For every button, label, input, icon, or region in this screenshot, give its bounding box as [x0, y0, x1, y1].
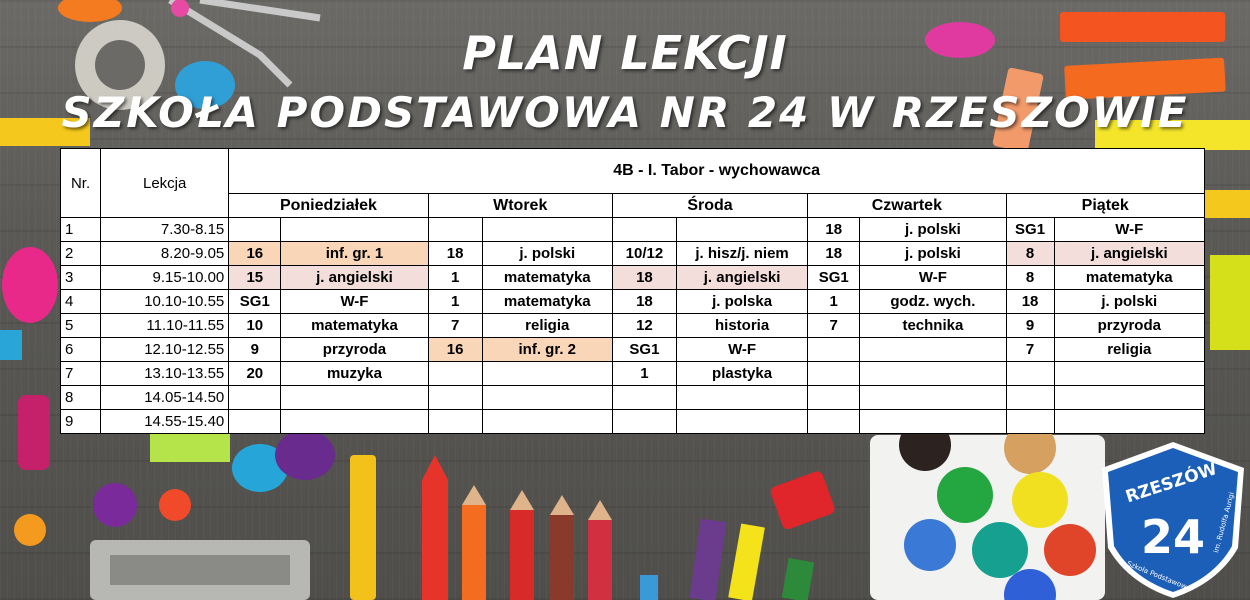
room-cell: 10 [229, 314, 281, 338]
subject-cell: religia [1054, 338, 1204, 362]
day-header-thursday: Czwartek [808, 194, 1006, 218]
table-row [61, 218, 1205, 242]
room-cell: 1 [428, 290, 482, 314]
table-row [61, 362, 1205, 386]
room-cell: 18 [1006, 290, 1054, 314]
lesson-time: 7.30-8.15 [101, 218, 229, 242]
lesson-time: 10.10-10.55 [101, 290, 229, 314]
room-cell: 10/12 [612, 242, 676, 266]
subject-cell [1054, 386, 1204, 410]
subject-cell [482, 218, 612, 242]
lesson-time: 14.05-14.50 [101, 386, 229, 410]
room-cell: 7 [808, 314, 860, 338]
row-number: 3 [61, 266, 101, 290]
room-cell: 18 [808, 218, 860, 242]
room-cell: 9 [1006, 314, 1054, 338]
subject-cell: j. angielski [1054, 242, 1204, 266]
subject-cell [482, 362, 612, 386]
room-cell [1006, 362, 1054, 386]
subject-cell: historia [676, 314, 807, 338]
logo-caption-right: im. Rudolfa Aurigi [1212, 491, 1236, 554]
room-cell: 1 [612, 362, 676, 386]
row-number: 1 [61, 218, 101, 242]
table-row [61, 386, 1205, 410]
day-header-wednesday: Środa [612, 194, 807, 218]
subject-cell [482, 386, 612, 410]
class-header: 4B - I. Tabor - wychowawca [229, 149, 1205, 194]
subject-cell: matematyka [482, 266, 612, 290]
room-cell: SG1 [229, 290, 281, 314]
page-subtitle: SZKOŁA PODSTAWOWA NR 24 W RZESZOWIE [61, 88, 1189, 137]
timetable [60, 148, 1205, 434]
day-header-friday: Piątek [1006, 194, 1205, 218]
subject-cell: plastyka [676, 362, 807, 386]
lesson-time: 13.10-13.55 [101, 362, 229, 386]
table-row [61, 314, 1205, 338]
table-row [61, 290, 1205, 314]
subject-cell: j. hisz/j. niem [676, 242, 807, 266]
subject-cell: j. polski [860, 242, 1006, 266]
subject-cell [860, 386, 1006, 410]
room-cell: 20 [229, 362, 281, 386]
room-cell: 18 [808, 242, 860, 266]
header-lekcja: Lekcja [101, 149, 229, 218]
room-cell: 7 [428, 314, 482, 338]
subject-cell: j. angielski [281, 266, 428, 290]
subject-cell: technika [860, 314, 1006, 338]
room-cell [808, 362, 860, 386]
table-row [61, 242, 1205, 266]
room-cell [808, 386, 860, 410]
subject-cell: W-F [1054, 218, 1204, 242]
row-number: 6 [61, 338, 101, 362]
row-number: 2 [61, 242, 101, 266]
row-number: 9 [61, 410, 101, 434]
timetable-body [61, 218, 1205, 434]
subject-cell: przyroda [281, 338, 428, 362]
room-cell [1006, 410, 1054, 434]
subject-cell: j. polski [482, 242, 612, 266]
subject-cell: W-F [676, 338, 807, 362]
lesson-time: 8.20-9.05 [101, 242, 229, 266]
header-nr: Nr. [61, 149, 101, 218]
room-cell: SG1 [612, 338, 676, 362]
room-cell [612, 218, 676, 242]
room-cell [428, 362, 482, 386]
room-cell [428, 218, 482, 242]
subject-cell [482, 410, 612, 434]
lesson-time: 14.55-15.40 [101, 410, 229, 434]
subject-cell [281, 386, 428, 410]
logo-number: 24 [1140, 510, 1206, 564]
subject-cell [281, 218, 428, 242]
room-cell: 1 [808, 290, 860, 314]
subject-cell: godz. wych. [860, 290, 1006, 314]
row-number: 5 [61, 314, 101, 338]
day-header-monday: Poniedziałek [229, 194, 428, 218]
subject-cell [860, 410, 1006, 434]
room-cell [229, 410, 281, 434]
room-cell: 15 [229, 266, 281, 290]
subject-cell [676, 410, 807, 434]
room-cell [808, 338, 860, 362]
room-cell: 18 [612, 290, 676, 314]
subject-cell: j. polski [860, 218, 1006, 242]
subject-cell: j. angielski [676, 266, 807, 290]
room-cell [1006, 386, 1054, 410]
page-title: PLAN LEKCJI [462, 26, 788, 80]
room-cell [428, 386, 482, 410]
table-row [61, 266, 1205, 290]
table-row [61, 338, 1205, 362]
logo-city: RZESZÓW [1123, 459, 1220, 508]
subject-cell: W-F [281, 290, 428, 314]
subject-cell [860, 362, 1006, 386]
room-cell [229, 218, 281, 242]
subject-cell [1054, 410, 1204, 434]
row-number: 8 [61, 386, 101, 410]
subject-cell: religia [482, 314, 612, 338]
subject-cell: matematyka [281, 314, 428, 338]
lesson-time: 11.10-11.55 [101, 314, 229, 338]
subject-cell: matematyka [1054, 266, 1204, 290]
room-cell: 1 [428, 266, 482, 290]
subject-cell [676, 386, 807, 410]
subject-cell: j. polska [676, 290, 807, 314]
room-cell [612, 410, 676, 434]
school-logo [1098, 438, 1248, 600]
row-number: 4 [61, 290, 101, 314]
room-cell [808, 410, 860, 434]
subject-cell [676, 218, 807, 242]
subject-cell: inf. gr. 2 [482, 338, 612, 362]
subject-cell [860, 338, 1006, 362]
subject-cell [1054, 362, 1204, 386]
room-cell: 18 [428, 242, 482, 266]
room-cell: 7 [1006, 338, 1054, 362]
subject-cell: j. polski [1054, 290, 1204, 314]
subject-cell: inf. gr. 1 [281, 242, 428, 266]
lesson-time: 9.15-10.00 [101, 266, 229, 290]
table-row [61, 410, 1205, 434]
day-header-tuesday: Wtorek [428, 194, 612, 218]
room-cell [428, 410, 482, 434]
room-cell: 8 [1006, 266, 1054, 290]
room-cell: 12 [612, 314, 676, 338]
room-cell: 8 [1006, 242, 1054, 266]
room-cell: 18 [612, 266, 676, 290]
subject-cell: W-F [860, 266, 1006, 290]
subject-cell [281, 410, 428, 434]
row-number: 7 [61, 362, 101, 386]
room-cell: 16 [229, 242, 281, 266]
room-cell: 9 [229, 338, 281, 362]
room-cell [229, 386, 281, 410]
logo-caption-left: Szkoła Podstawowa [1125, 559, 1192, 593]
room-cell: SG1 [1006, 218, 1054, 242]
room-cell: SG1 [808, 266, 860, 290]
subject-cell: muzyka [281, 362, 428, 386]
subject-cell: przyroda [1054, 314, 1204, 338]
room-cell: 16 [428, 338, 482, 362]
lesson-time: 12.10-12.55 [101, 338, 229, 362]
room-cell [612, 386, 676, 410]
subject-cell: matematyka [482, 290, 612, 314]
